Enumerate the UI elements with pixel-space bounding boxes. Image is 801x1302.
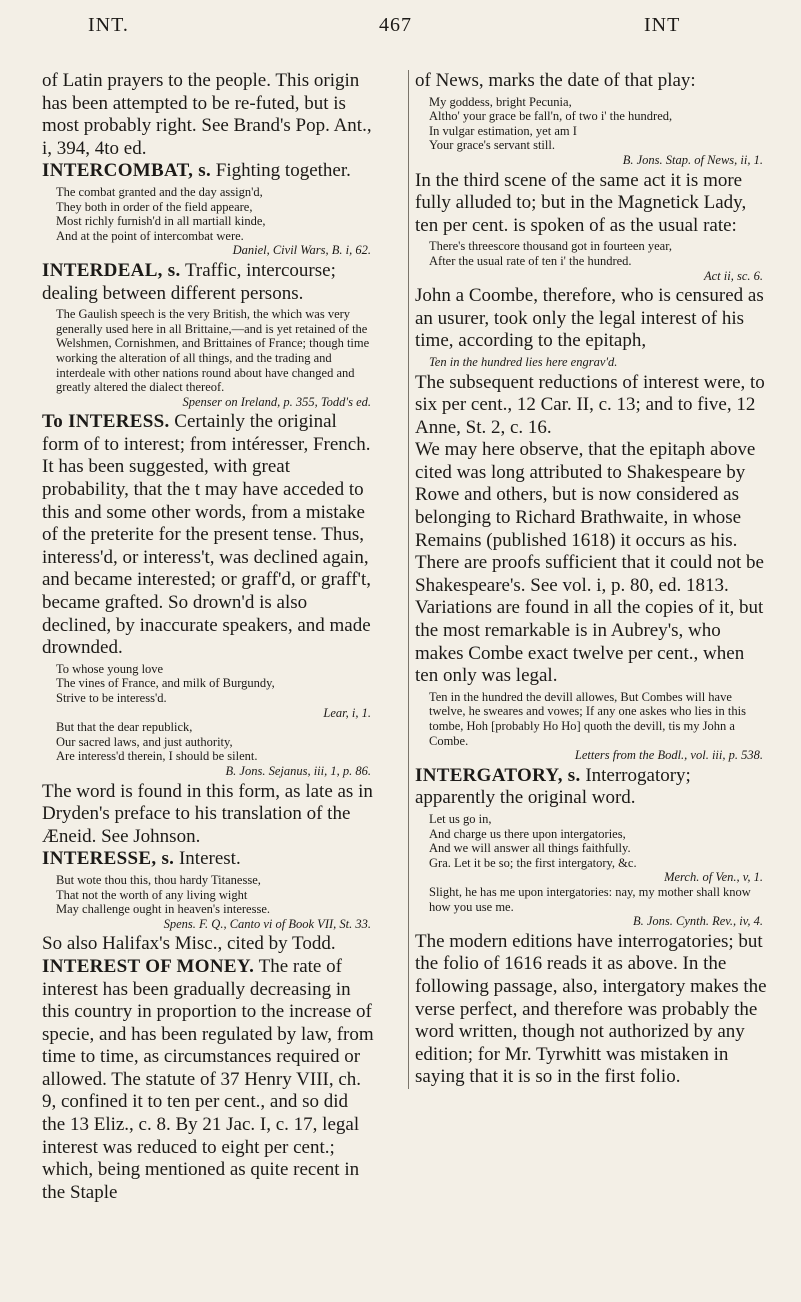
- quote-line: They both in order of the field appeare,: [56, 199, 253, 214]
- quotation: [415, 355, 767, 370]
- quote-source: Spenser on Ireland, p. 355, Todd's ed.: [182, 394, 371, 409]
- entry-interess: [42, 411, 375, 660]
- quote-line: In vulgar estimation, yet am I: [429, 123, 577, 138]
- quote-text: The Gaulish speech is the very British, the which was very generally used here in all Brittaine,—and is yet retained of the Welshmen, Cornishmen, and Brittaines of France; though time working the alteration of all things, and the trading and interdeale with other nations round about have changed and greatly altered the dialect thereof.: [56, 307, 370, 395]
- quote-line: Slight, he has me upon intergatories: nay, my mother shall know how you use me.: [429, 884, 751, 914]
- right-column: [408, 70, 767, 1089]
- quote-line: But that the dear republick,: [56, 720, 193, 735]
- quote-source: Lear, i, 1.: [323, 705, 371, 720]
- definition: Traffic, intercourse; dealing between different persons.: [42, 259, 336, 304]
- quote-line: After the usual rate of ten i' the hundred.: [429, 253, 632, 268]
- quote-line: But wote thou this, thou hardy Titanesse,: [56, 872, 261, 887]
- entry-interest-of-money: [42, 956, 375, 1205]
- quote-source: Daniel, Civil Wars, B. i, 62.: [232, 243, 371, 258]
- page-number: 467: [379, 14, 412, 36]
- definition: Interrogatory; apparently the original word.: [415, 764, 691, 809]
- quotation: [415, 812, 767, 929]
- entry-interdeal: [42, 260, 375, 305]
- headword: INTERGATORY, s.: [415, 764, 581, 786]
- quote-line: Let us go in,: [429, 811, 492, 826]
- quote-line: Altho' your grace be fall'n, of two i' the hundred,: [429, 109, 673, 124]
- quote-line: Your grace's servant still.: [429, 138, 555, 153]
- headword: INTERCOMBAT, s.: [42, 160, 212, 182]
- headword: INTEREST OF MONEY.: [42, 955, 255, 977]
- quote-source: B. Jons. Sejanus, iii, 1, p. 86.: [225, 763, 371, 778]
- definition: The rate of interest has been gradually decreasing in this country in proportion to the increase of specie, and has been regulated by law, from time to time, as circumstances required or allowed. The statute of 37 Henry VIII, ch. 9, confined it to ten per cent., and so did the 13 Eliz., c. 8. By 21 Jac. I, c. 17, legal interest was reduced to eight per cent.; which, being mentioned as quite recent in the Staple: [42, 955, 374, 1203]
- paragraph: So also Halifax's Misc., cited by Todd.: [42, 933, 336, 955]
- quote-line: May challenge ought in heaven's interesse.: [56, 902, 270, 917]
- quote-source: Letters from the Bodl., vol. iii, p. 538.: [574, 748, 763, 763]
- quote-line: Are interess'd therein, I should be silent.: [56, 749, 258, 764]
- quotation: [415, 690, 767, 763]
- headword: INTERDEAL, s.: [42, 259, 181, 281]
- quote-line: Our sacred laws, and just authority,: [56, 734, 233, 749]
- left-column: [42, 70, 375, 1204]
- entry-intercombat: [42, 160, 375, 183]
- quote-line: And charge us there upon intergatories,: [429, 826, 626, 841]
- definition: Interest.: [178, 848, 241, 870]
- paragraph: The modern editions have interrogatories; but the folio of 1616 reads it as above. In the following passage, also, intergatory makes the verse perfect, and therefore was probably the word written, though not authorized by any edition; for Mr. Tyrwhitt was mistaken in saying that it is so in the first folio.: [415, 930, 767, 1088]
- quote-source: B. Jons. Stap. of News, ii, 1.: [622, 152, 763, 167]
- definition: Certainly the original form of to interest; from intéresser, French. It has been suggested, with great probability, that the t may have acceded to this and some other words, from a mistake of the preterite for the present tense. Thus, interess'd, or interess't, was declined again, and became interested; or graff'd, or graff't, became grafted. So drown'd is also declined, by inaccurate speakers, and made drownded.: [42, 411, 372, 659]
- quote-line: My goddess, bright Pecunia,: [429, 94, 572, 109]
- paragraph: In the third scene of the same act it is more fully alluded to; but in the Magnetick Lady, ten per cent. is spoken of as the usual rate:: [415, 169, 747, 236]
- quote-line: That not the worth of any living wight: [56, 887, 248, 902]
- paragraph: The word is found in this form, as late as in Dryden's preface to his translation of the Æneid. See Johnson.: [42, 780, 373, 847]
- quote-text: Ten in the hundred the devill allowes, But Combes will have twelve, he sweares and vowes; If any one askes who lies in this tombe, Hoh [probably Ho Ho] quoth the devill, tis my John a Combe.: [429, 689, 746, 748]
- headword: INTERESSE, s.: [42, 848, 175, 870]
- paragraph: of Latin prayers to the people. This origin has been attempted to be re-futed, but is most probably right. See Brand's Pop. Ant., i, 394, 4to ed.: [42, 70, 372, 159]
- quotation: [415, 239, 767, 283]
- quote-line: And we will answer all things faithfully.: [429, 841, 631, 856]
- quotation: [42, 307, 375, 409]
- quote-line: To whose young love: [56, 661, 164, 676]
- quotation: [42, 662, 375, 779]
- quote-source: B. Jons. Cynth. Rev., iv, 4.: [632, 914, 763, 929]
- quote-line: There's threescore thousand got in fourteen year,: [429, 239, 672, 254]
- quote-source: Act ii, sc. 6.: [703, 268, 763, 283]
- quote-line: The combat granted and the day assign'd,: [56, 184, 263, 199]
- paragraph: John a Coombe, therefore, who is censured as an usurer, took only the legal interest of his time, according to the epitaph,: [415, 285, 764, 352]
- quote-line: The vines of France, and milk of Burgundy,: [56, 676, 275, 691]
- quotation: [415, 95, 767, 168]
- quote-source: Merch. of Ven., v, 1.: [664, 870, 763, 885]
- entry-intergatory: [415, 765, 767, 810]
- running-header-right: INT: [644, 14, 681, 36]
- quote-line: Gra. Let it be so; the first intergatory, &c.: [429, 855, 637, 870]
- entry-interesse: [42, 848, 375, 871]
- paragraph: of News, marks the date of that play:: [415, 70, 696, 91]
- running-header-left: INT.: [88, 14, 129, 36]
- quotation: [42, 873, 375, 931]
- quote-line: Ten in the hundred lies here engrav'd.: [429, 354, 618, 369]
- paragraph: We may here observe, that the epitaph above cited was long attributed to Shakespeare by Rowe and others, but is now considered as belonging to Richard Brathwaite, in whose Remains (published 1618) it occurs as his. There are proofs sufficient that it could not be Shakespeare's. See vol. i, p. 80, ed. 1813. Variations are found in all the copies of it, but the most remarkable is in Aubrey's, who makes Combe exact twelve per cent., when ten only was legal.: [415, 439, 764, 687]
- quote-line: And at the point of intercombat were.: [56, 228, 244, 243]
- quote-line: Most richly furnish'd in all martiall kinde,: [56, 214, 266, 229]
- quote-line: Strive to be interess'd.: [56, 691, 167, 705]
- quotation: [42, 185, 375, 258]
- headword: To INTERESS.: [42, 411, 170, 433]
- quote-source: Spens. F. Q., Canto vi of Book VII, St. 33.: [163, 916, 371, 931]
- definition: Fighting together.: [215, 160, 351, 182]
- paragraph: The subsequent reductions of interest were, to six per cent., 12 Car. II, c. 13; and to five, 12 Anne, St. 2, c. 16.: [415, 371, 765, 438]
